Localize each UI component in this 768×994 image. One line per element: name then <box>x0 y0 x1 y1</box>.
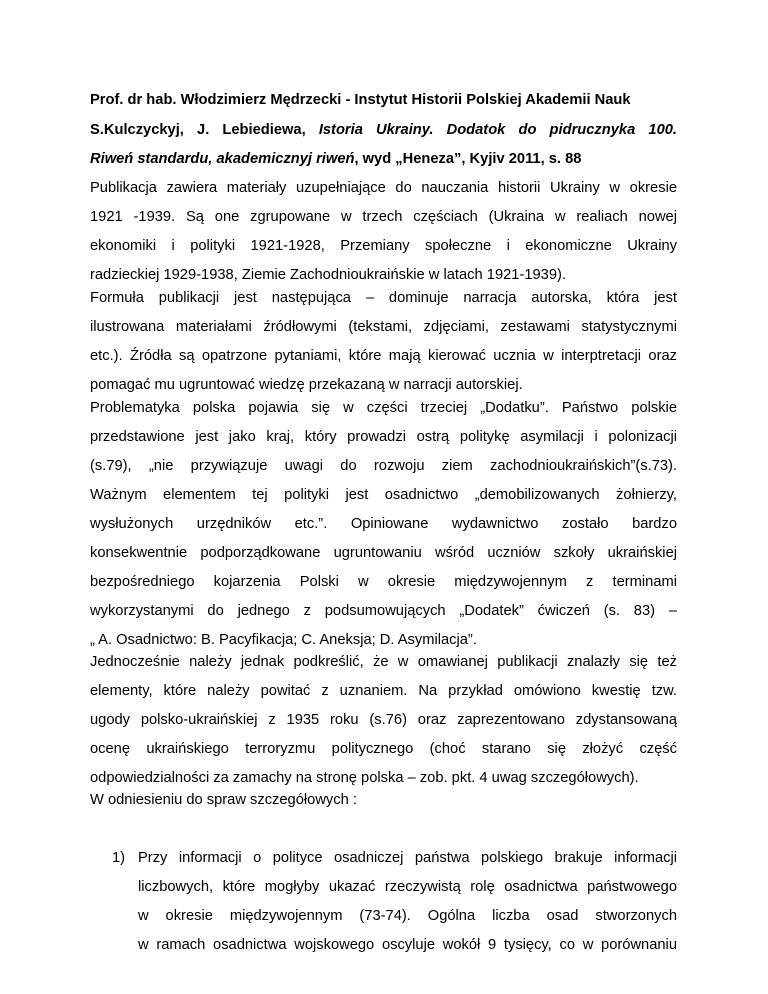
citation-line-2 <box>90 145 677 174</box>
paragraph-line: Publikacja zawiera materiały uzupełniające do nauczania historii Ukrainy w okresie <box>90 180 677 196</box>
paragraph-line: elementy, które należy powitać z uznaniem. Na przykład omówiono kwestię tzw. <box>90 683 677 699</box>
list-item <box>112 844 677 964</box>
paragraph-line: 1921 -1939. Są one zgrupowane w trzech częściach (Ukraina w realiach nowej <box>90 209 677 225</box>
paragraph-line: Problematyka polska pojawia się w części trzeciej „Dodatku”. Państwo polskie <box>90 400 677 416</box>
list-item-line: liczbowych, które mogłyby ukazać rzeczywistą rolę osadnictwa państwowego <box>138 879 677 895</box>
paragraph-5: W odniesieniu do spraw szczegółowych : <box>90 792 357 808</box>
paragraph-3 <box>90 394 677 655</box>
paragraph-line: ekonomiki i polityki 1921-1928, Przemiany społeczne i ekonomiczne Ukrainy <box>90 238 677 254</box>
paragraph-line: Ważnym elementem tej polityki jest osadnictwo „demobilizowanych żołnierzy, <box>90 487 677 503</box>
paragraph-line: wykorzystanymi do jednego z podsumowujących „Dodatek” ćwiczeń (s. 83) – <box>90 603 677 619</box>
paragraph-line: „ A. Osadnictwo: B. Pacyfikacja; C. Aneksja; D. Asymilacja”. <box>90 632 477 648</box>
paragraph-4 <box>90 648 677 793</box>
citation <box>90 116 677 174</box>
list-item-line: w okresie międzywojennym (73-74). Ogólna liczba osad stworzonych <box>138 908 677 924</box>
paragraph-line: Formuła publikacji jest następująca – dominuje narracja autorska, która jest <box>90 290 677 306</box>
paragraph-line: radzieckiej 1929-1938, Ziemie Zachodnioukraińskie w latach 1921-1939). <box>90 267 566 283</box>
citation-title-part-1: Istoria Ukrainy. Dodatok do pidrucznyka 100. <box>318 122 677 138</box>
author-heading: Prof. dr hab. Włodzimierz Mędrzecki - Instytut Historii Polskiej Akademii Nauk <box>90 92 631 108</box>
paragraph-line: etc.). Źródła są opatrzone pytaniami, które mają kierować ucznia w interptretacji oraz <box>90 348 677 364</box>
paragraph-line: pomagać mu ugruntować wiedzę przekazaną w narracji autorskiej. <box>90 377 523 393</box>
paragraph-line: ugody polsko-ukraińskiej z 1935 roku (s.76) oraz zaprezentowano zdystansowaną <box>90 712 677 728</box>
list-item-number: 1) <box>112 850 126 866</box>
paragraph-line: ilustrowana materiałami źródłowymi (tekstami, zdjęciami, zestawami statystycznymi <box>90 319 677 335</box>
list-item-line: Przy informacji o polityce osadniczej państwa polskiego brakuje informacji <box>138 850 677 866</box>
paragraph-2 <box>90 284 677 400</box>
citation-publisher: , wyd „Heneza”, Kyjiv 2011, s. 88 <box>354 151 582 167</box>
paragraph-line: konsekwentnie podporządkowane ugruntowaniu wśród uczniów szkoły ukraińskiej <box>90 545 677 561</box>
paragraph-line: wysłużonych urzędników etc.”. Opiniowane wydawnictwo zostało bardzo <box>90 516 677 532</box>
citation-title-part-2: Riweń standardu, akademicznyj riweń <box>90 151 355 167</box>
list-item-line: w ramach osadnictwa wojskowego oscyluje wokół 9 tysięcy, co w porównaniu <box>138 937 677 953</box>
paragraph-1 <box>90 174 677 290</box>
paragraph-line: bezpośredniego kojarzenia Polski w okresie międzywojennym z terminami <box>90 574 677 590</box>
paragraph-line: Jednocześnie należy jednak podkreślić, że w omawianej publikacji znalazły się też <box>90 654 677 670</box>
list-item-text <box>138 844 677 960</box>
paragraph-line: odpowiedzialności za zamachy na stronę polska – zob. pkt. 4 uwag szczegółowych). <box>90 770 639 786</box>
citation-line-1 <box>90 116 677 145</box>
paragraph-line: ocenę ukraińskiego terroryzmu politycznego (choć starano się złożyć część <box>90 741 677 757</box>
paragraph-line: przedstawione jest jako kraj, który prowadzi ostrą politykę asymilacji i polonizacji <box>90 429 677 445</box>
paragraph-line: (s.79), „nie przywiązuje uwagi do rozwoju ziem zachodnioukraińskich”(s.73). <box>90 458 677 474</box>
citation-authors: S.Kulczyckyj, J. Lebiediewa, <box>90 122 319 138</box>
